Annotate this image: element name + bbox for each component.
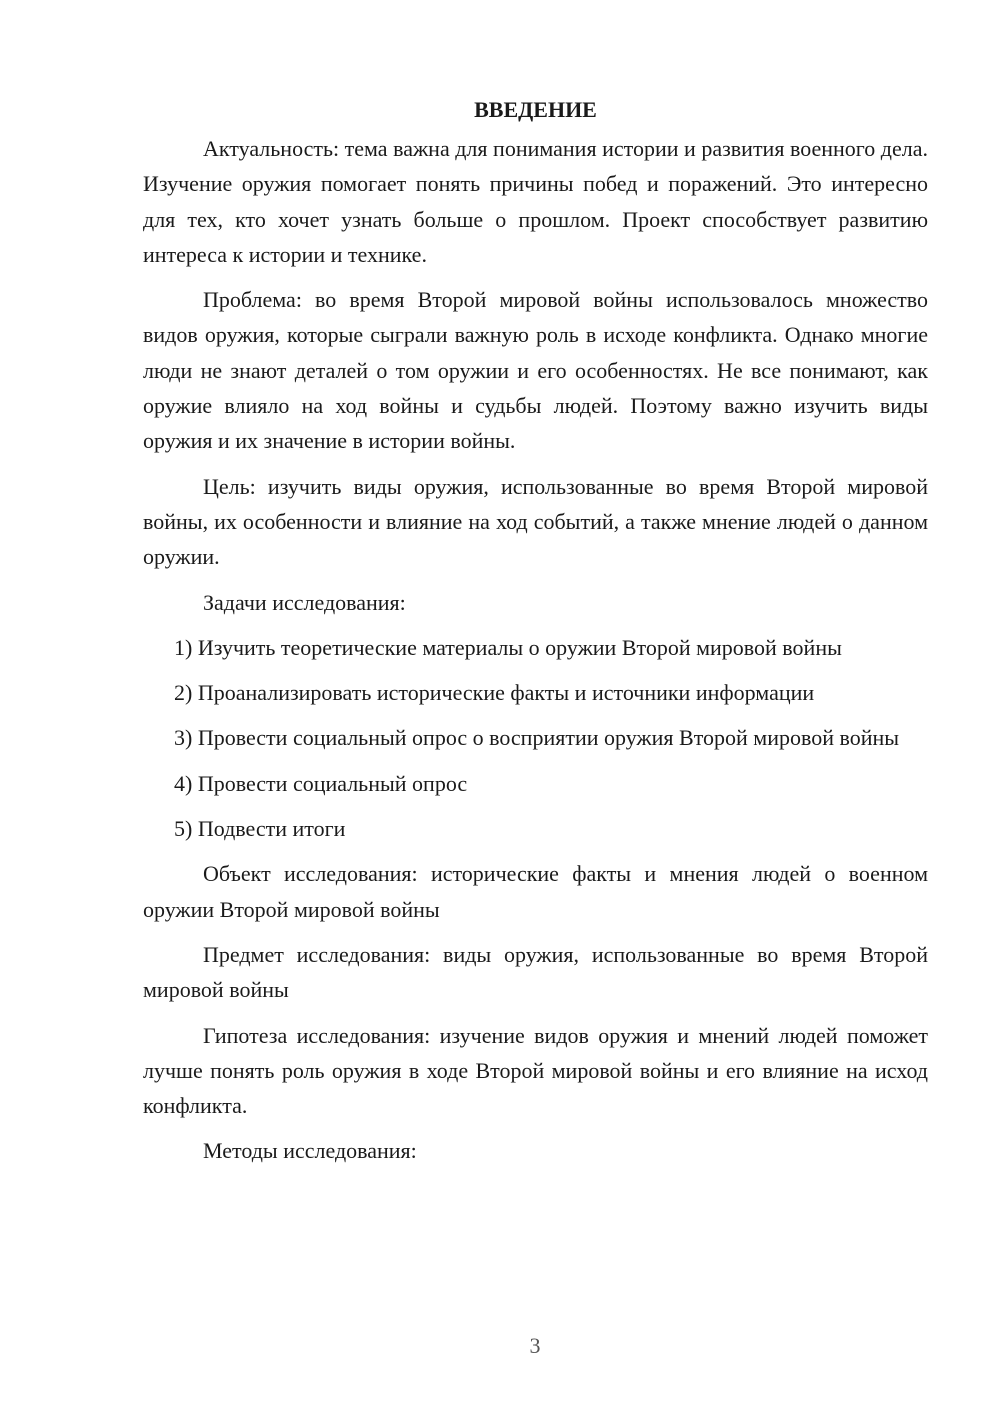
task-item: 1) Изучить теоретические материалы о оружии Второй мировой войны [174, 634, 842, 660]
tasks-heading: Задачи исследования: [203, 589, 406, 615]
paragraph-object: Объект исследования: исторические факты и мнения людей о военном оружии Второй мировой войны [143, 861, 928, 922]
page-number: 3 [529, 1333, 541, 1358]
page-title: ВВЕДЕНИЕ [474, 97, 597, 122]
paragraph-problem: Проблема: во время Второй мировой войны использовалось множество видов оружия, которые сыграли важную роль в исходе конфликта. Однако многие люди не знают деталей о том оружии и его особенностях. Не все понимают, как оружие влияло на ход войны и судьбы людей. Поэтому важно изучить виды оружия и их значение в истории войны. [143, 287, 928, 454]
paragraph-hypothesis: Гипотеза исследования: изучение видов оружия и мнений людей поможет лучше понять роль оружия в ходе Второй мировой войны и его влияние на исход конфликта. [143, 1022, 928, 1119]
task-item: 4) Провести социальный опрос [174, 770, 468, 796]
document-page [143, 92, 928, 1179]
task-item: 2) Проанализировать исторические факты и источники информации [174, 680, 815, 706]
paragraph-goal: Цель: изучить виды оружия, использованные во время Второй мировой войны, их особенности и влияние на ход событий, а также мнение людей о данном оружии. [143, 473, 928, 570]
task-item: 5) Подвести итоги [174, 816, 346, 842]
paragraph-methods: Методы исследования: [203, 1138, 417, 1164]
paragraph-subject: Предмет исследования: виды оружия, использованные во время Второй мировой войны [143, 941, 928, 1003]
task-item: 3) Провести социальный опрос о восприятии оружия Второй мировой войны [174, 725, 900, 751]
paragraph-relevance: Актуальность: тема важна для понимания истории и развития военного дела. Изучение оружия помогает понять причины побед и поражений. Это интересно для тех, кто хочет узнать больше о прошлом. Проект способствует развитию интереса к истории и технике. [143, 136, 928, 267]
